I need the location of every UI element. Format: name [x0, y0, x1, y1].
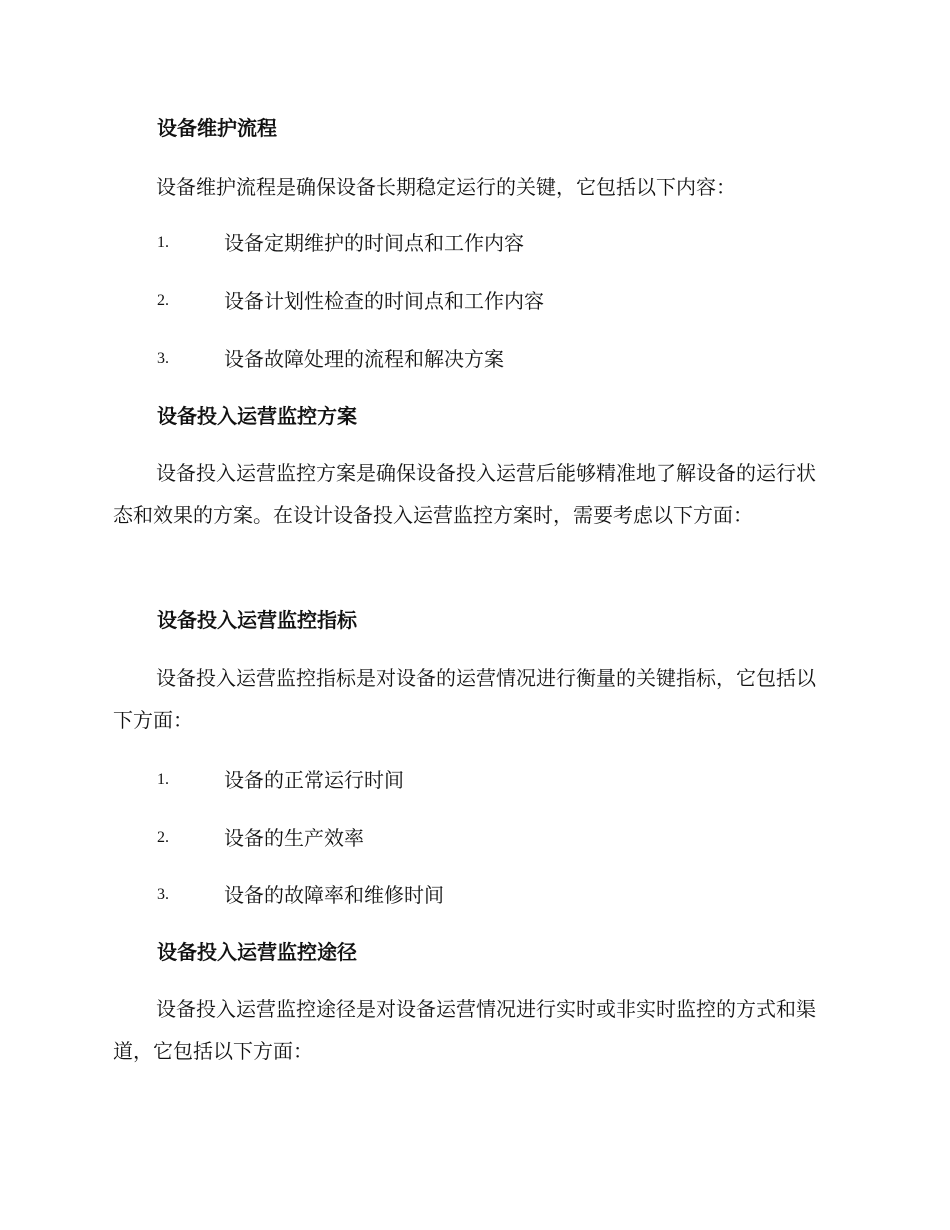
list-text: 设备故障处理的流程和解决方案	[224, 347, 504, 371]
list-text: 设备的生产效率	[224, 826, 364, 850]
section-heading-monitoring-channels: 设备投入运营监控途径	[157, 940, 357, 964]
monitoring-plan-body: 设备投入运营监控方案是确保设备投入运营后能够精准地了解设备的运行状态和效果的方案。在设计设备投入运营监控方案时，需要考虑以下方面：	[113, 461, 816, 527]
list-text: 设备的正常运行时间	[224, 768, 404, 792]
section-heading-maintenance: 设备维护流程	[157, 116, 277, 140]
list-number: 2.	[157, 829, 169, 846]
list-number: 2.	[157, 292, 169, 309]
list-text: 设备计划性检查的时间点和工作内容	[224, 289, 544, 313]
section-heading-monitoring-indicators: 设备投入运营监控指标	[157, 608, 357, 632]
monitoring-indicators-body: 设备投入运营监控指标是对设备的运营情况进行衡量的关键指标，它包括以下方面：	[113, 666, 816, 732]
list-number: 3.	[157, 350, 169, 367]
list-number: 1.	[157, 771, 169, 788]
section-heading-monitoring-plan: 设备投入运营监控方案	[157, 404, 357, 428]
list-text: 设备定期维护的时间点和工作内容	[224, 231, 524, 255]
maintenance-intro: 设备维护流程是确保设备长期稳定运行的关键，它包括以下内容：	[156, 175, 736, 199]
monitoring-channels-body: 设备投入运营监控途径是对设备运营情况进行实时或非实时监控的方式和渠道，它包括以下方面：	[113, 997, 816, 1063]
list-number: 3.	[157, 886, 169, 903]
list-text: 设备的故障率和维修时间	[224, 883, 444, 907]
list-number: 1.	[157, 234, 169, 251]
